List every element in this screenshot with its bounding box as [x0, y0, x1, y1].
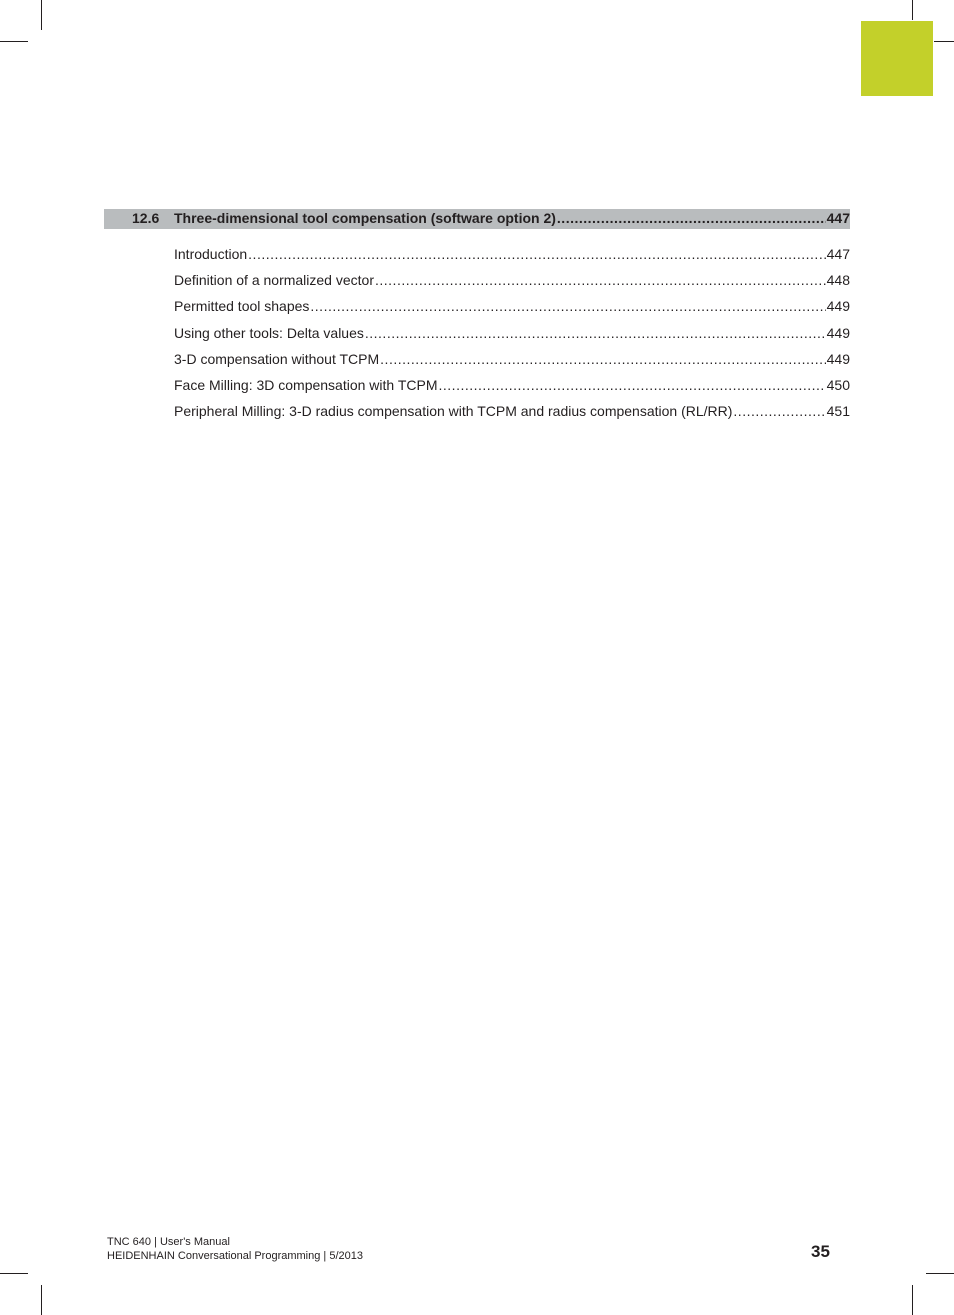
entry-page: 450	[826, 377, 850, 393]
crop-mark	[0, 1273, 28, 1274]
entry-page: 448	[826, 272, 850, 289]
section-number: 12.6	[132, 210, 160, 226]
dot-leader	[557, 210, 826, 226]
crop-mark	[912, 0, 913, 20]
entry-title: 3-D compensation without TCPM	[174, 350, 380, 367]
toc-entry[interactable]	[174, 325, 850, 341]
toc-entry[interactable]	[174, 246, 850, 262]
dot-leader	[248, 246, 825, 262]
entry-title: Peripheral Milling: 3-D radius compensation with TCPM and radius compensation (RL/RR)	[174, 403, 733, 420]
footer-line-2: HEIDENHAIN Conversational Programming | 5/2013	[107, 1250, 363, 1262]
section-page: 447	[826, 210, 850, 226]
footer	[107, 1235, 363, 1263]
dot-leader	[733, 403, 825, 419]
entry-title: Definition of a normalized vector	[174, 272, 374, 289]
entry-page: 449	[826, 324, 850, 341]
crop-mark	[0, 41, 28, 42]
toc-entry[interactable]	[174, 351, 850, 367]
toc-section-heading[interactable]	[104, 209, 850, 229]
dot-leader	[439, 377, 826, 393]
entry-page: 449	[826, 298, 850, 315]
crop-mark	[912, 1285, 913, 1315]
entry-page: 449	[826, 350, 850, 367]
dot-leader	[310, 298, 825, 314]
dot-leader	[380, 351, 825, 367]
crop-mark	[41, 0, 42, 30]
dot-leader	[375, 272, 826, 288]
dot-leader	[365, 325, 826, 341]
entry-title: Permitted tool shapes	[174, 298, 310, 315]
section-title: Three-dimensional tool compensation (software option 2)	[174, 210, 556, 226]
chapter-tab	[861, 21, 933, 96]
toc-entry[interactable]	[174, 403, 850, 419]
toc-entry[interactable]	[174, 377, 850, 393]
crop-mark	[934, 41, 954, 42]
crop-mark	[926, 1273, 954, 1274]
entry-title: Using other tools: Delta values	[174, 324, 364, 341]
footer-line-1: TNC 640 | User's Manual	[107, 1236, 230, 1248]
page-number: 35	[811, 1242, 830, 1261]
toc-entry[interactable]	[174, 272, 850, 288]
entry-title: Face Milling: 3D compensation with TCPM	[174, 377, 438, 393]
toc-entry[interactable]	[174, 298, 850, 314]
entry-page: 451	[826, 403, 850, 420]
entry-page: 447	[826, 246, 850, 262]
crop-mark	[41, 1285, 42, 1315]
entry-title: Introduction	[174, 246, 248, 262]
